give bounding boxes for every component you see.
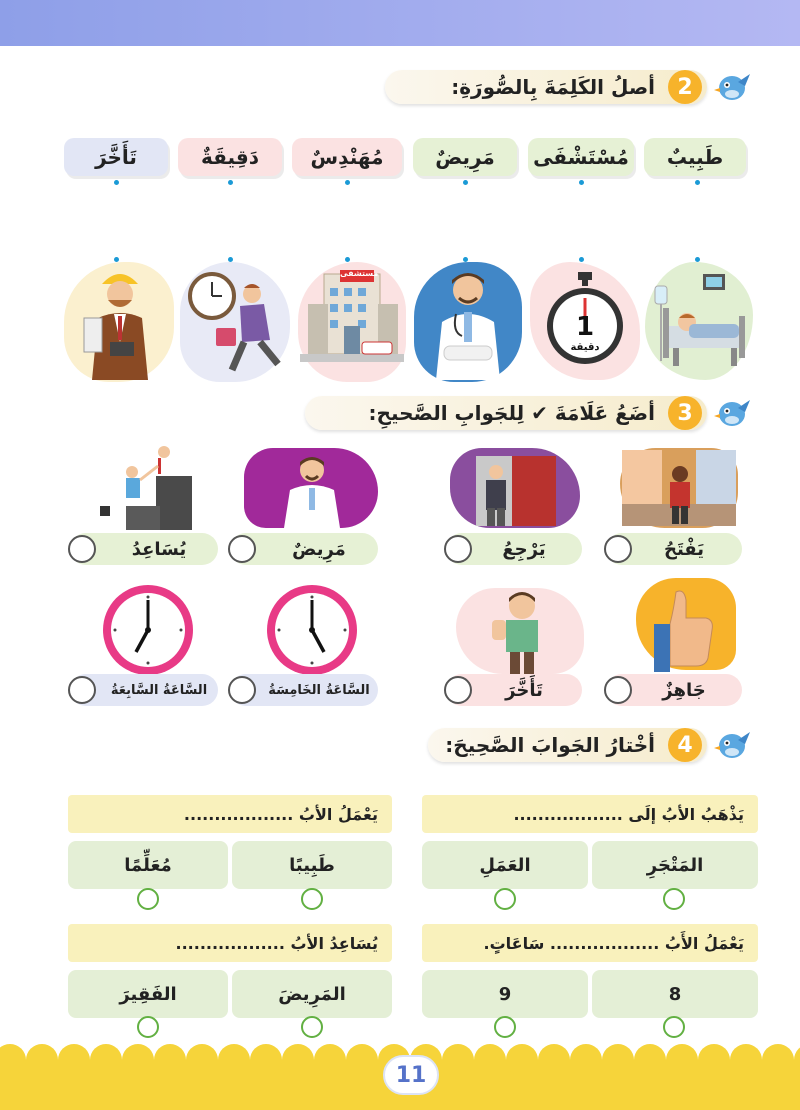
answer-radio[interactable] [494, 888, 516, 910]
answer-option[interactable]: طَبِيبًا [232, 841, 392, 889]
man-door-illustration [456, 450, 574, 526]
question-prompt: يَعْمَلُ الأَبُ .................. سَاعَاتٍ. [422, 924, 758, 962]
stopwatch-number: 1 [575, 312, 595, 342]
question-prompt: يَذْهَبُ الأبُ إلَى .................. [422, 795, 758, 833]
engineer-illustration [70, 262, 168, 382]
connector-dot[interactable] [695, 180, 700, 185]
word-card-doctor: طَبِيبٌ [644, 138, 746, 176]
answer-option[interactable]: 8 [592, 970, 758, 1018]
checkbox-circle[interactable] [444, 535, 472, 563]
connector-dot[interactable] [228, 180, 233, 185]
clock-five-icon [264, 582, 360, 678]
connector-dot[interactable] [579, 257, 584, 262]
option-label: السَّاعَةُ الخَامِسَةُ [230, 674, 378, 706]
checkbox-circle[interactable] [604, 535, 632, 563]
connector-dot[interactable] [345, 180, 350, 185]
bird-icon [712, 70, 752, 104]
option-label: يَرْجِعُ [446, 533, 582, 565]
thumbs-up-illustration [650, 588, 720, 672]
bird-icon [712, 728, 752, 762]
checkbox-circle[interactable] [68, 535, 96, 563]
answer-radio[interactable] [301, 888, 323, 910]
answer-radio[interactable] [137, 1016, 159, 1038]
hospital-sign: مستشفى [340, 269, 379, 278]
word-card-minute: دَقِيقَةٌ [178, 138, 282, 176]
question-prompt: يُسَاعِدُ الأبُ .................. [68, 924, 392, 962]
doctor2-illustration [280, 450, 344, 528]
word-card-late: تَأَخَّرَ [64, 138, 168, 176]
doctor-illustration [422, 262, 514, 382]
checkbox-circle[interactable] [68, 676, 96, 704]
section3-number: 3 [668, 396, 702, 430]
connector-dot[interactable] [579, 180, 584, 185]
word-card-patient: مَرِيضٌ [413, 138, 517, 176]
option-label: يُسَاعِدُ [70, 533, 218, 565]
connector-dot[interactable] [114, 180, 119, 185]
checkbox-circle[interactable] [228, 676, 256, 704]
section4-title: أخْتارُ الجَوابَ الصَّحِيحَ: [445, 733, 655, 757]
section2-title: أصلُ الكَلِمَةَ بِالصُّورَةِ: [451, 75, 655, 99]
patient-in-bed-illustration [645, 266, 753, 376]
option-label: يَفْتَحُ [606, 533, 742, 565]
checkbox-circle[interactable] [228, 535, 256, 563]
answer-radio[interactable] [137, 888, 159, 910]
answer-option[interactable]: العَمَلِ [422, 841, 588, 889]
option-label: جَاهِزٌ [606, 674, 742, 706]
option-label: تَأَخَّرَ [446, 674, 582, 706]
top-color-band [0, 0, 800, 46]
word-card-hospital: مُسْتَشْفَى [528, 138, 634, 176]
option-label: مَرِيضٌ [230, 533, 378, 565]
stopwatch-label: دقيقة [570, 342, 600, 353]
bird-icon [712, 396, 752, 430]
clock-seven-icon [100, 582, 196, 678]
answer-radio[interactable] [663, 1016, 685, 1038]
section4-number: 4 [668, 728, 702, 762]
answer-radio[interactable] [494, 1016, 516, 1038]
answer-radio[interactable] [663, 888, 685, 910]
answer-radio[interactable] [301, 1016, 323, 1038]
question-prompt: يَعْمَلُ الأبُ .................. [68, 795, 392, 833]
answer-option[interactable]: الفَقِيرَ [68, 970, 228, 1018]
boy-street-illustration [622, 450, 736, 526]
late-man-illustration [182, 266, 288, 380]
checkbox-circle[interactable] [444, 676, 472, 704]
word-card-engineer: مُهَنْدِسٌ [292, 138, 402, 176]
section3-title: أضَعُ عَلَامَةَ ✔ لِلجَوابِ الصَّحيحِ: [368, 401, 655, 425]
boy-stop-illustration [486, 586, 558, 676]
checkbox-circle[interactable] [604, 676, 632, 704]
helping-illustration [86, 436, 210, 530]
option-label: السَّاعَةُ السَّابِعَةُ [70, 674, 218, 706]
section2-number: 2 [668, 70, 702, 104]
connector-dot[interactable] [345, 257, 350, 262]
answer-option[interactable]: المَرِيضَ [232, 970, 392, 1018]
answer-option[interactable]: مُعَلِّمًا [68, 841, 228, 889]
answer-option[interactable]: 9 [422, 970, 588, 1018]
connector-dot[interactable] [463, 180, 468, 185]
hospital-illustration [300, 264, 404, 376]
answer-option[interactable]: المَتْجَرِ [592, 841, 758, 889]
page-number: 11 [383, 1055, 439, 1095]
